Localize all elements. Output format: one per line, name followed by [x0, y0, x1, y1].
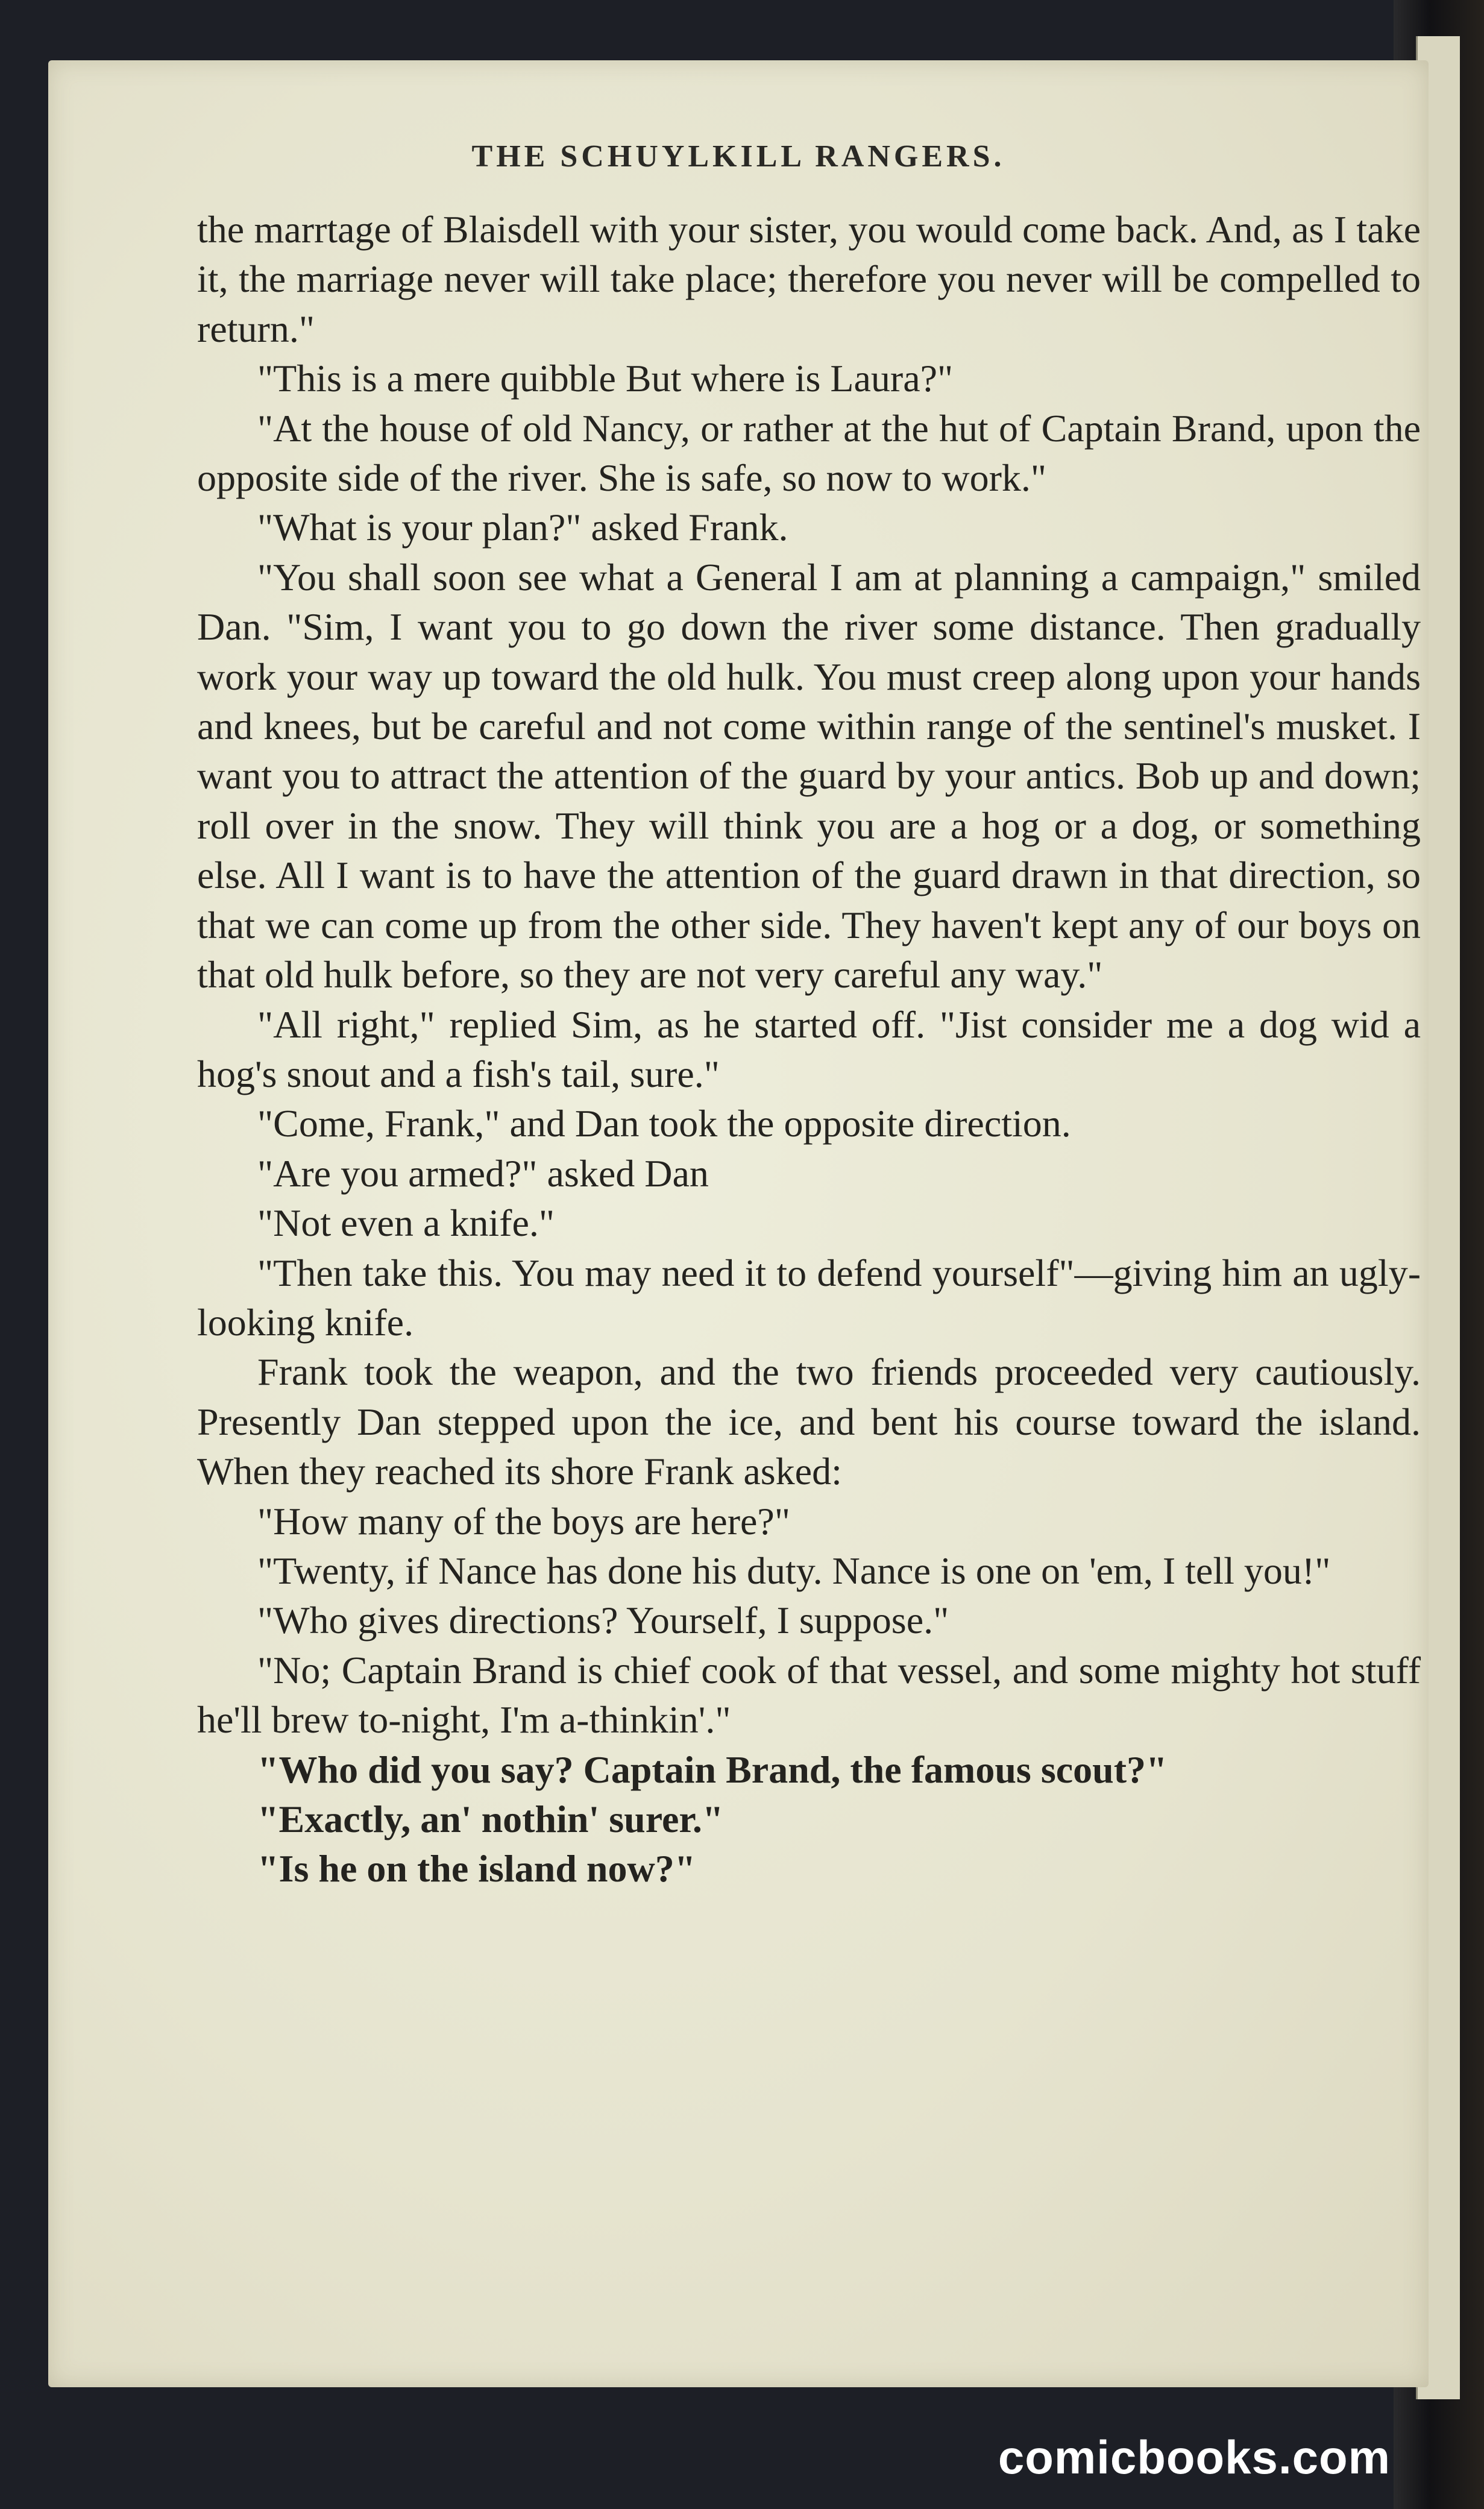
- paragraph: "Come, Frank," and Dan took the opposite direction.: [257, 1102, 1071, 1145]
- paragraph: "At the house of old Nancy, or rather at the hut of Captain Brand, upon the opposite side of the river. She is safe, so now to work.": [197, 406, 1421, 500]
- paragraph: "How many of the boys are here?": [257, 1499, 790, 1543]
- paragraph: "Not even a knife.": [257, 1201, 555, 1245]
- paragraph: "Is he on the island now?": [257, 1847, 696, 1890]
- paragraph: "This is a mere quibble But where is Laura?": [257, 357, 954, 400]
- running-head: THE SCHUYLKILL RANGERS.: [471, 139, 1005, 174]
- paragraph: "Twenty, if Nance has done his duty. Nance is one on 'em, I tell you!": [257, 1549, 1331, 1592]
- paragraph: "Who did you say? Captain Brand, the famous scout?": [257, 1748, 1168, 1791]
- page-text: [197, 205, 1421, 1894]
- book-page: [48, 60, 1429, 2387]
- paragraph: Frank took the weapon, and the two friends proceeded very cautiously. Presently Dan stepped upon the ice, and bent his course toward the island. When they reached its shore Frank asked:: [197, 1350, 1421, 1493]
- paragraph: "Then take this. You may need it to defend yourself"—giving him an ugly-looking knife.: [197, 1251, 1421, 1344]
- paragraph: "What is your plan?" asked Frank.: [257, 506, 788, 549]
- paragraph: "Are you armed?" asked Dan: [257, 1151, 709, 1195]
- paragraph: "You shall soon see what a General I am at planning a campaign," smiled Dan. "Sim, I want you to go down the river some distance. Then gradually work your way up toward the old hulk. You must creep along upon your hands and knees, but be careful and not come within range of the sentinel's musket. I want you to attract the attention of the guard by your antics. Bob up and down; roll over in the snow. They will think you are a hog or a dog, or something else. All I want is to have the attention of the guard drawn in that direction, so that we can come up from the other side. They haven't kept any of our boys on that old hulk before, so they are not very careful any way.": [197, 555, 1421, 996]
- paragraph: "Exactly, an' nothin' surer.": [257, 1798, 724, 1840]
- paragraph: "Who gives directions? Yourself, I suppose.": [257, 1599, 949, 1642]
- paragraph: "All right," replied Sim, as he started off. "Jist consider me a dog wid a hog's snout and a fish's tail, sure.": [197, 1003, 1421, 1095]
- paragraph: the marrtage of Blaisdell with your sister, you would come back. And, as I take it, the marriage never will take place; therefore you never will be compelled to return.": [197, 208, 1421, 350]
- paragraph: "No; Captain Brand is chief cook of that vessel, and some mighty hot stuff he'll brew to-night, I'm a-thinkin'.": [197, 1648, 1421, 1742]
- watermark: comicbooks.com: [998, 2431, 1391, 2484]
